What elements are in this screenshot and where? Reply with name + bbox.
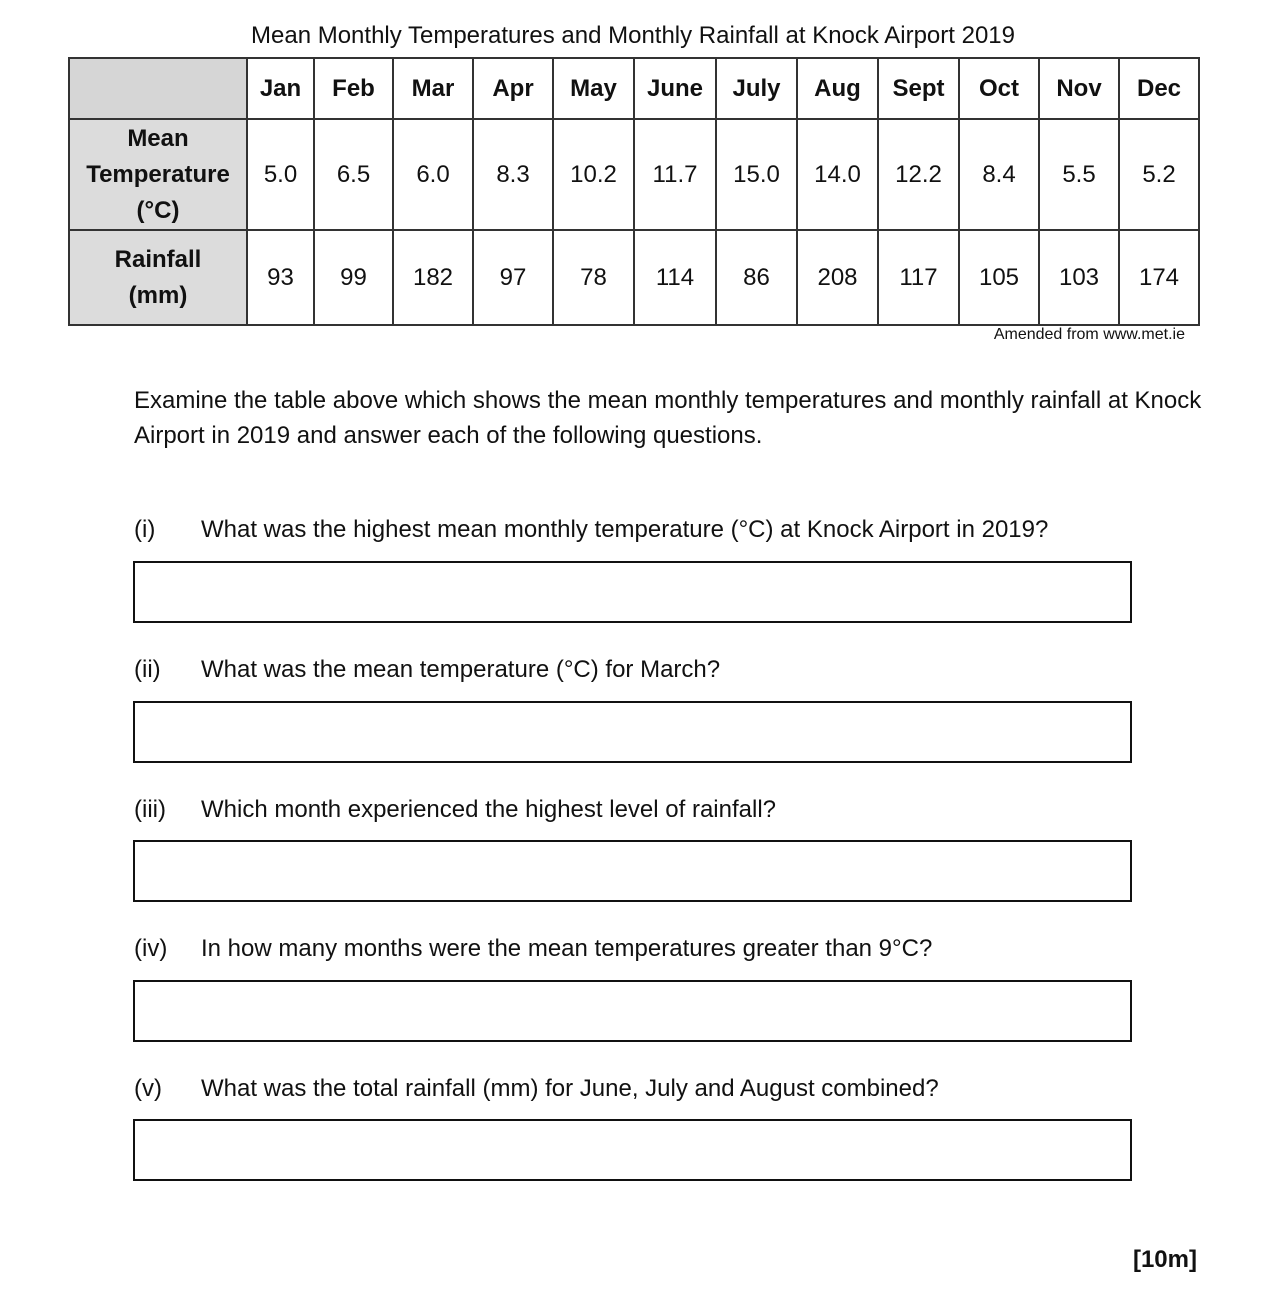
question-number: (iii) — [134, 796, 166, 823]
rainfall-cell: 78 — [553, 230, 634, 325]
temperature-cell: 15.0 — [716, 119, 797, 230]
month-header: Mar — [393, 58, 473, 119]
question-number: (ii) — [134, 656, 161, 683]
question-text: What was the mean temperature (°C) for March? — [201, 656, 721, 683]
answer-box-3[interactable] — [133, 840, 1132, 902]
rainfall-cell: 114 — [634, 230, 716, 325]
question-5 — [134, 1075, 939, 1103]
month-header: July — [716, 58, 797, 119]
question-2 — [134, 656, 720, 684]
question-number: (v) — [134, 1075, 162, 1102]
temperature-label-line: Mean — [127, 124, 189, 152]
rainfall-cell: 97 — [473, 230, 553, 325]
answer-box-1[interactable] — [133, 561, 1132, 623]
temperature-cell: 8.4 — [959, 119, 1039, 230]
month-header: Jan — [247, 58, 314, 119]
rainfall-cell: 105 — [959, 230, 1039, 325]
source-note: Amended from www.met.ie — [993, 326, 1185, 343]
month-header: Aug — [797, 58, 878, 119]
answer-box-4[interactable] — [133, 980, 1132, 1042]
month-header: Apr — [473, 58, 553, 119]
question-3 — [134, 796, 776, 824]
temperature-label-line: (°C) — [136, 196, 180, 224]
month-header: Feb — [314, 58, 393, 119]
month-header: May — [553, 58, 634, 119]
table-title: Mean Monthly Temperatures and Monthly Rainfall at Knock Airport 2019 — [251, 22, 1015, 49]
temperature-cell: 6.0 — [393, 119, 473, 230]
temperature-cell: 12.2 — [878, 119, 959, 230]
question-1 — [134, 516, 1048, 544]
corner-cell — [69, 58, 247, 119]
temperature-cell: 10.2 — [553, 119, 634, 230]
temperature-row-label — [69, 119, 247, 230]
question-4 — [134, 935, 932, 963]
rainfall-label-line: Rainfall — [114, 245, 202, 273]
question-text: What was the highest mean monthly temperature (°C) at Knock Airport in 2019? — [201, 516, 1049, 543]
temperature-label-line: Temperature — [86, 160, 230, 188]
rainfall-label-line: (mm) — [128, 281, 188, 309]
question-text: Which month experienced the highest level of rainfall? — [201, 796, 776, 823]
temperature-cell: 8.3 — [473, 119, 553, 230]
question-number: (i) — [134, 516, 156, 543]
rainfall-cell: 117 — [878, 230, 959, 325]
marks-label: [10m] — [1132, 1246, 1197, 1273]
month-header: Nov — [1039, 58, 1119, 119]
temperature-cell: 6.5 — [314, 119, 393, 230]
question-number: (iv) — [134, 935, 168, 962]
rainfall-cell: 182 — [393, 230, 473, 325]
month-header: Sept — [878, 58, 959, 119]
month-header-row — [69, 58, 1199, 119]
month-header: June — [634, 58, 716, 119]
question-text: In how many months were the mean temperatures greater than 9°C? — [201, 935, 933, 962]
temperature-cell: 14.0 — [797, 119, 878, 230]
climate-table — [68, 57, 1200, 326]
rainfall-cell: 99 — [314, 230, 393, 325]
temperature-cell: 5.2 — [1119, 119, 1199, 230]
temperature-cell: 11.7 — [634, 119, 716, 230]
answer-box-2[interactable] — [133, 701, 1132, 763]
rainfall-cell: 103 — [1039, 230, 1119, 325]
temperature-row — [69, 119, 1199, 230]
answer-box-5[interactable] — [133, 1119, 1132, 1181]
rainfall-row — [69, 230, 1199, 325]
rainfall-row-label — [69, 230, 247, 325]
rainfall-cell: 93 — [247, 230, 314, 325]
intro-paragraph: Examine the table above which shows the mean monthly temperatures and monthly rainfall at Knock Airport in 2019 and answer each of the following questions. — [134, 387, 1202, 449]
rainfall-cell: 208 — [797, 230, 878, 325]
question-text: What was the total rainfall (mm) for June, July and August combined? — [201, 1075, 939, 1102]
temperature-cell: 5.5 — [1039, 119, 1119, 230]
month-header: Oct — [959, 58, 1039, 119]
month-header: Dec — [1119, 58, 1199, 119]
rainfall-cell: 174 — [1119, 230, 1199, 325]
temperature-cell: 5.0 — [247, 119, 314, 230]
rainfall-cell: 86 — [716, 230, 797, 325]
